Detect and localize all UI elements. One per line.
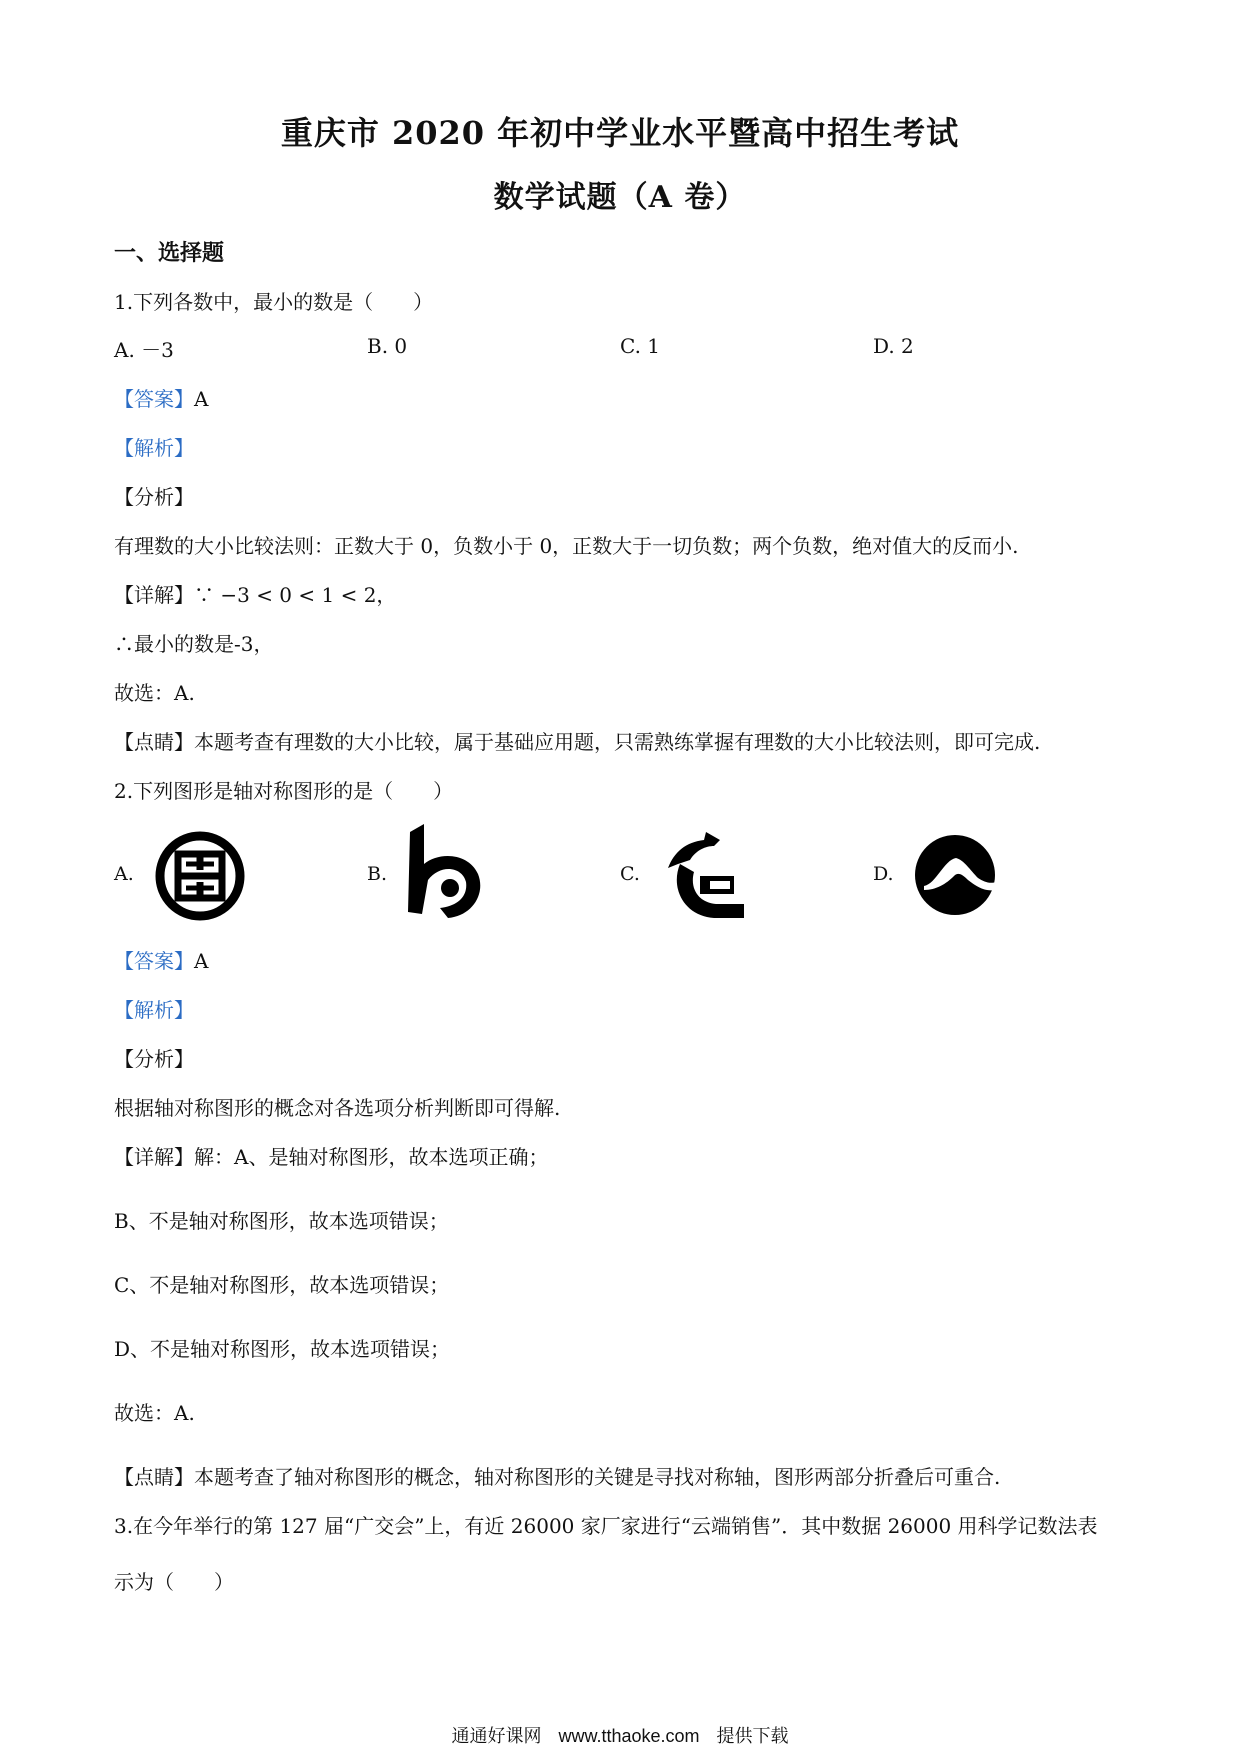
question-1-stem: 1.下列各数中，最小的数是（ ） bbox=[114, 290, 434, 314]
q2-detail bbox=[114, 1141, 548, 1170]
document-subtitle: 数学试题（A 卷） bbox=[493, 180, 747, 215]
question-2-stem: 2.下列图形是轴对称图形的是（ ） bbox=[114, 779, 454, 803]
q2-comment-tag: 【点睛】 bbox=[114, 1465, 194, 1489]
footer-url[interactable]: www.tthaoke.com bbox=[558, 1726, 700, 1746]
icbc-logo-icon bbox=[152, 828, 248, 924]
q2-option-d-label: D. bbox=[873, 863, 894, 885]
q1-option-b: B. 0 bbox=[367, 334, 408, 358]
q1-fenxi-text: 有理数的大小比较法则：正数大于 0，负数小于 0，正数大于一切负数；两个负数，绝对值大的反而小. bbox=[114, 534, 1019, 558]
q1-detail-text: ∵ −3 < 0 < 1 < 2， bbox=[194, 583, 397, 607]
q1-option-d: D. 2 bbox=[873, 334, 914, 358]
q2-comment-text: 本题考查了轴对称图形的概念，轴对称图形的关键是寻找对称轴，图形两部分折叠后可重合. bbox=[194, 1465, 1001, 1489]
q1-comment-text: 本题考查有理数的大小比较，属于基础应用题，只需熟练掌握有理数的大小比较法则，即可完成. bbox=[194, 730, 1041, 754]
q1-detail-tag: 【详解】 bbox=[114, 583, 194, 607]
q2-answer-value: A bbox=[194, 949, 209, 973]
q2-option-a-label: A. bbox=[114, 863, 134, 885]
q1-comment-tag: 【点睛】 bbox=[114, 730, 194, 754]
footer-suffix: 提供下载 bbox=[716, 1726, 789, 1746]
document-title: 重庆市 2020 年初中学业水平暨高中招生考试 bbox=[280, 114, 960, 152]
q1-detail-line2: ∴最小的数是-3， bbox=[114, 632, 274, 656]
q2-fenxi-tag: 【分析】 bbox=[114, 1047, 194, 1071]
bank-logo-b-icon bbox=[398, 824, 488, 924]
q1-detail bbox=[114, 579, 396, 608]
q2-detail-d: D、不是轴对称图形，故本选项错误； bbox=[114, 1337, 451, 1361]
q1-answer-value: A bbox=[194, 387, 209, 411]
mountain-logo-icon bbox=[910, 830, 1000, 920]
question-3-stem-line1: 3.在今年举行的第 127 届“广交会”上，有近 26000 家厂家进行“云端销售”．其中数据 26000 用科学记数法表 bbox=[114, 1514, 1098, 1538]
q2-analysis-tag: 【解析】 bbox=[114, 998, 194, 1022]
question-3-stem-line2: 示为（ ） bbox=[114, 1570, 234, 1594]
q1-answer-tag: 【答案】 bbox=[114, 387, 194, 411]
q2-option-b-label: B. bbox=[367, 863, 388, 885]
q2-answer bbox=[114, 945, 208, 974]
q1-analysis-tag: 【解析】 bbox=[114, 436, 194, 460]
q1-option-c: C. 1 bbox=[620, 334, 661, 358]
q2-detail-c: C、不是轴对称图形，故本选项错误； bbox=[114, 1273, 450, 1297]
q1-fenxi-tag: 【分析】 bbox=[114, 485, 194, 509]
q1-choice: 故选：A. bbox=[114, 681, 195, 705]
q2-choice: 故选：A. bbox=[114, 1401, 195, 1425]
q1-option-a: A. －3 bbox=[114, 338, 174, 362]
page-footer bbox=[0, 1722, 1240, 1748]
q2-detail-text: 解：A、是轴对称图形，故本选项正确； bbox=[194, 1145, 549, 1169]
q1-answer bbox=[114, 383, 208, 412]
q2-answer-tag: 【答案】 bbox=[114, 949, 194, 973]
q1-comment bbox=[114, 726, 1040, 755]
bank-logo-c-icon bbox=[660, 828, 750, 924]
q2-comment bbox=[114, 1461, 1000, 1490]
q2-fenxi-text: 根据轴对称图形的概念对各选项分析判断即可得解. bbox=[114, 1096, 561, 1120]
q2-option-c-label: C. bbox=[620, 863, 640, 885]
q2-detail-tag: 【详解】 bbox=[114, 1145, 194, 1169]
q2-detail-b: B、不是轴对称图形，故本选项错误； bbox=[114, 1209, 449, 1233]
footer-site-name: 通通好课网 bbox=[451, 1726, 542, 1746]
section-heading: 一、选择题 bbox=[114, 240, 225, 266]
